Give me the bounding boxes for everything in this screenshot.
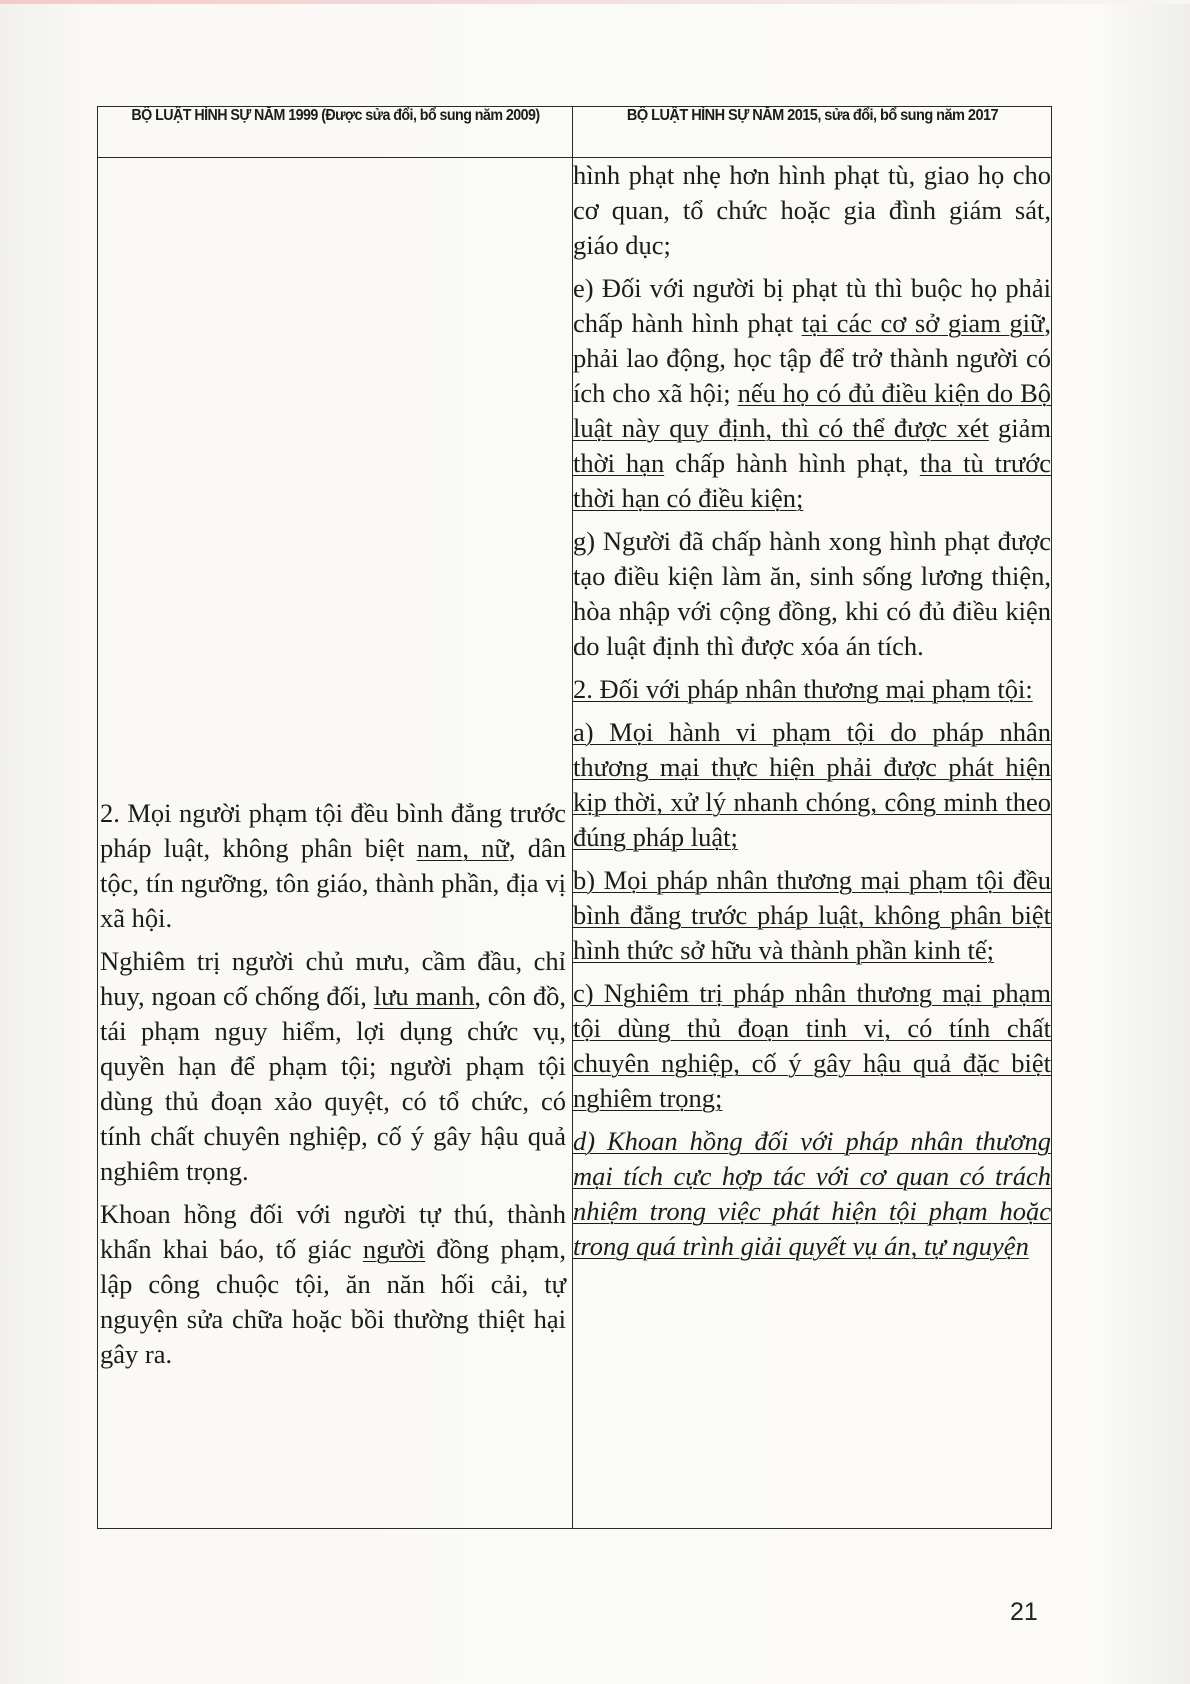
table-header-row <box>98 107 1052 158</box>
left-para-1: 2. Mọi người phạm tội đều bình đẳng trước pháp luật, không phân biệt nam, nữ, dân tộc, tín ngưỡng, tôn giáo, thành phần, địa vị xã hội. <box>100 798 566 933</box>
right-para-2: 2. Đối với pháp nhân thương mại phạm tội: <box>573 674 1033 704</box>
page-number: 21 <box>1010 1598 1038 1626</box>
header-right <box>587 107 1037 158</box>
page-top-edge <box>0 0 1190 4</box>
left-column <box>98 158 573 1529</box>
header-left <box>117 107 554 158</box>
header-left-text: BỘ LUẬT HÌNH SỰ NĂM 1999 (Được sửa đổi, bổ sung năm 2009) <box>130 107 540 124</box>
right-item-b: b) Mọi pháp nhân thương mại phạm tội đều bình đẳng trước pháp luật, không phân biệt hình thức sở hữu và thành phần kinh tế; <box>573 865 1051 965</box>
left-para-3: Khoan hồng đối với người tự thú, thành khẩn khai báo, tố giác người đồng phạm, lập công chuộc tội, ăn năn hối cải, tự nguyện sửa chữa hoặc bồi thường thiệt hại gây ra. <box>100 1199 566 1369</box>
right-item-c: c) Nghiêm trị pháp nhân thương mại phạm tội dùng thủ đoạn tinh vi, có tính chất chuyên nghiệp, cố ý gây hậu quả đặc biệt nghiêm trọng; <box>573 978 1051 1113</box>
right-item-g: g) Người đã chấp hành xong hình phạt được tạo điều kiện làm ăn, sinh sống lương thiện, hòa nhập với cộng đồng, khi có đủ điều kiện do luật định thì được xóa án tích. <box>573 526 1051 661</box>
left-para-2: Nghiêm trị người chủ mưu, cầm đầu, chỉ huy, ngoan cố chống đối, lưu manh, côn đồ, tái phạm nguy hiểm, lợi dụng chức vụ, quyền hạn để phạm tội; người phạm tội dùng thủ đoạn xảo quyệt, có tổ chức, có tính chất chuyên nghiệp, cố ý gây hậu quả nghiêm trọng. <box>100 946 566 1186</box>
table-body-row <box>98 158 1052 1529</box>
header-right-text: BỘ LUẬT HÌNH SỰ NĂM 2015, sửa đổi, bổ sung năm 2017 <box>626 107 998 124</box>
right-cont: hình phạt nhẹ hơn hình phạt tù, giao họ cho cơ quan, tổ chức hoặc gia đình giám sát, giáo dục; <box>573 160 1051 260</box>
right-item-e: e) Đối với người bị phạt tù thì buộc họ phải chấp hành hình phạt tại các cơ sở giam giữ, phải lao động, học tập để trở thành người có ích cho xã hội; nếu họ có đủ điều kiện do Bộ luật này quy định, thì có thể được xét giảm thời hạn chấp hành hình phạt, tha tù trước thời hạn có điều kiện; <box>573 273 1052 513</box>
right-item-a: a) Mọi hành vi phạm tội do pháp nhân thương mại thực hiện phải được phát hiện kịp thời, xử lý nhanh chóng, công minh theo đúng pháp luật; <box>573 717 1051 852</box>
comparison-table <box>97 106 1052 1529</box>
right-column <box>573 158 1052 1529</box>
left-column-blank <box>98 158 572 792</box>
right-item-d: d) Khoan hồng đối với pháp nhân thương mại tích cực hợp tác với cơ quan có trách nhiệm trong việc phát hiện tội phạm hoặc trong quá trình giải quyết vụ án, tự nguyện <box>573 1126 1051 1261</box>
